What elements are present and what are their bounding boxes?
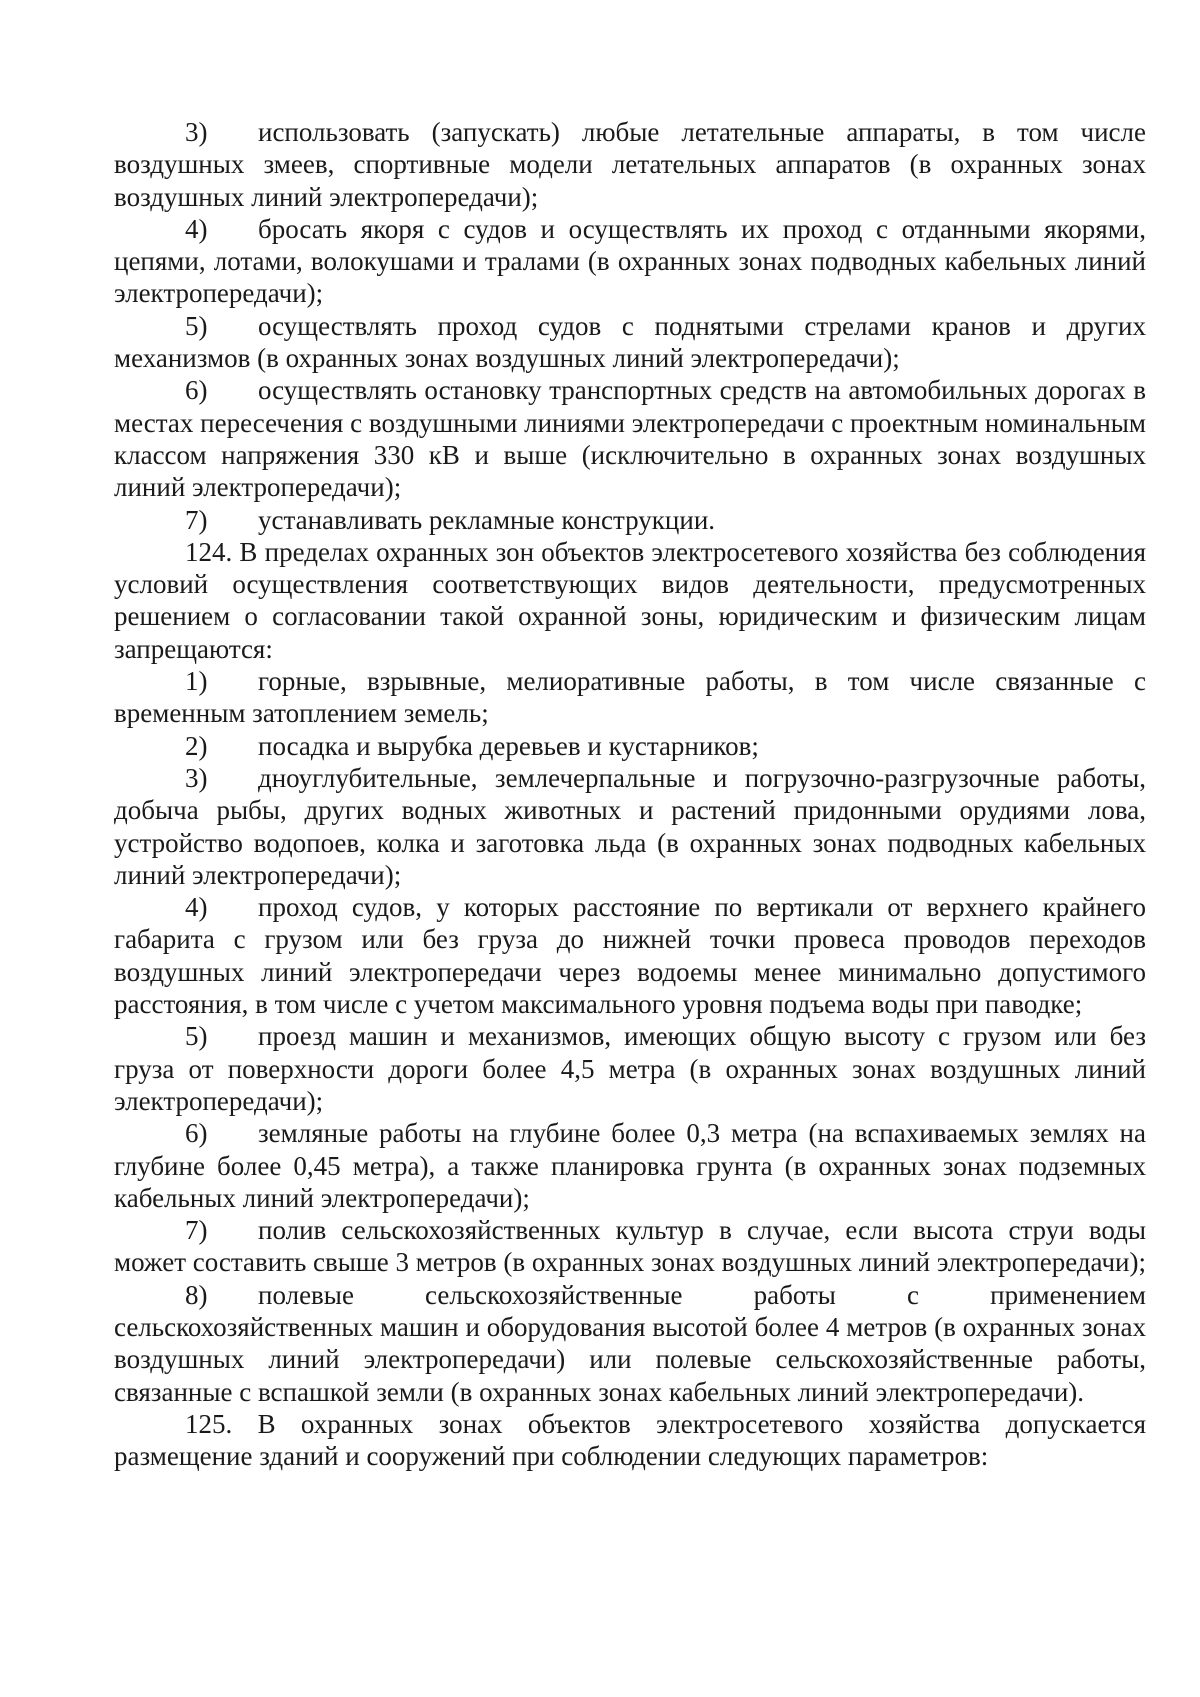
item-number: 4) bbox=[185, 213, 208, 244]
list-item bbox=[114, 1214, 1146, 1279]
list-item bbox=[114, 374, 1146, 503]
document-body bbox=[114, 116, 1146, 1472]
item-number: 5) bbox=[185, 310, 208, 341]
item-text: проход судов, у которых расстояние по вертикали от верхнего крайнего габарита с грузом или без груза до нижней точки провеса проводов переходов воздушных линий электропередачи через водоемы менее минимально допустимого расстояния, в том числе с учетом максимального уровня подъема воды при паводке; bbox=[114, 892, 1146, 1020]
item-text: полевые сельскохозяйственные работы с применением сельскохозяйственных машин и оборудования высотой более 4 метров (в охранных зонах воздушных линий электропередачи) или полевые сельскохозяйственные работы, связанные с вспашкой земли (в охранных зонах кабельных линий электропередачи). bbox=[114, 1279, 1146, 1407]
item-text: дноуглубительные, землечерпальные и погрузочно-разгрузочные работы, добыча рыбы, других водных животных и растений придонными орудиями лова, устройство водопоев, колка и заготовка льда (в охранных зонах подводных кабельных линий электропередачи); bbox=[114, 762, 1146, 890]
item-text: осуществлять остановку транспортных средств на автомобильных дорогах в местах пересечения с воздушными линиями электропередачи с проектным номинальным классом напряжения 330 кВ и выше (исключительно в охранных зонах воздушных линий электропередачи); bbox=[114, 375, 1146, 503]
list-item bbox=[114, 665, 1146, 730]
item-text: посадка и вырубка деревьев и кустарников; bbox=[258, 730, 759, 761]
item-text: использовать (запускать) любые летательные аппараты, в том числе воздушных змеев, спортивные модели летательных аппаратов (в охранных зонах воздушных линий электропередачи); bbox=[114, 117, 1146, 212]
list-item bbox=[114, 116, 1146, 213]
list-item bbox=[114, 1020, 1146, 1117]
item-number: 6) bbox=[185, 375, 208, 406]
item-number: 7) bbox=[185, 504, 208, 535]
list-item bbox=[114, 762, 1146, 891]
item-text: земляные работы на глубине более 0,3 метра (на вспахиваемых землях на глубине более 0,45 метра), а также планировка грунта (в охранных зонах подземных кабельных линий электропередачи); bbox=[114, 1118, 1146, 1213]
list-item bbox=[114, 1117, 1146, 1214]
item-number: 3) bbox=[185, 117, 208, 147]
item-number: 8) bbox=[185, 1279, 208, 1310]
item-number: 6) bbox=[185, 1118, 208, 1149]
list-item bbox=[114, 891, 1146, 1020]
item-text: полив сельскохозяйственных культур в случае, если высота струи воды может составить свыше 3 метров (в охранных зонах воздушных линий электропередачи); bbox=[114, 1215, 1146, 1278]
item-text: бросать якоря с судов и осуществлять их проход с отданными якорями, цепями, лотами, волокушами и тралами (в охранных зонах подводных кабельных линий электропередачи); bbox=[114, 213, 1146, 309]
paragraph-text: 124. В пределах охранных зон объектов электросетевого хозяйства без соблюдения условий осуществления соответствующих видов деятельности, предусмотренных решением о согласовании такой охранной зоны, юридическим и физическим лицам запрещаются: bbox=[114, 536, 1146, 664]
paragraph-text: 125. В охранных зонах объектов электросетевого хозяйства допускается размещение зданий и сооружений при соблюдении следующих параметров: bbox=[114, 1408, 1146, 1472]
item-text: проезд машин и механизмов, имеющих общую высоту с грузом или без груза от поверхности дороги более 4,5 метра (в охранных зонах воздушных линий электропередачи); bbox=[114, 1021, 1146, 1116]
item-number: 5) bbox=[185, 1021, 208, 1052]
list-item bbox=[114, 1279, 1146, 1408]
section-paragraph-125 bbox=[114, 1408, 1146, 1473]
list-item bbox=[114, 730, 1146, 762]
item-number: 7) bbox=[185, 1215, 208, 1246]
item-text: устанавливать рекламные конструкции. bbox=[258, 504, 716, 535]
item-number: 3) bbox=[185, 762, 208, 793]
list-item bbox=[114, 310, 1146, 375]
item-number: 4) bbox=[185, 892, 208, 923]
item-text: осуществлять проход судов с поднятыми стрелами кранов и других механизмов (в охранных зонах воздушных линий электропередачи); bbox=[114, 310, 1146, 374]
item-text: горные, взрывные, мелиоративные работы, в том числе связанные с временным затоплением земель; bbox=[114, 666, 1146, 729]
list-item bbox=[114, 504, 1146, 536]
list-item bbox=[114, 213, 1146, 310]
section-paragraph-124 bbox=[114, 536, 1146, 665]
item-number: 1) bbox=[185, 666, 208, 697]
item-number: 2) bbox=[185, 730, 208, 761]
